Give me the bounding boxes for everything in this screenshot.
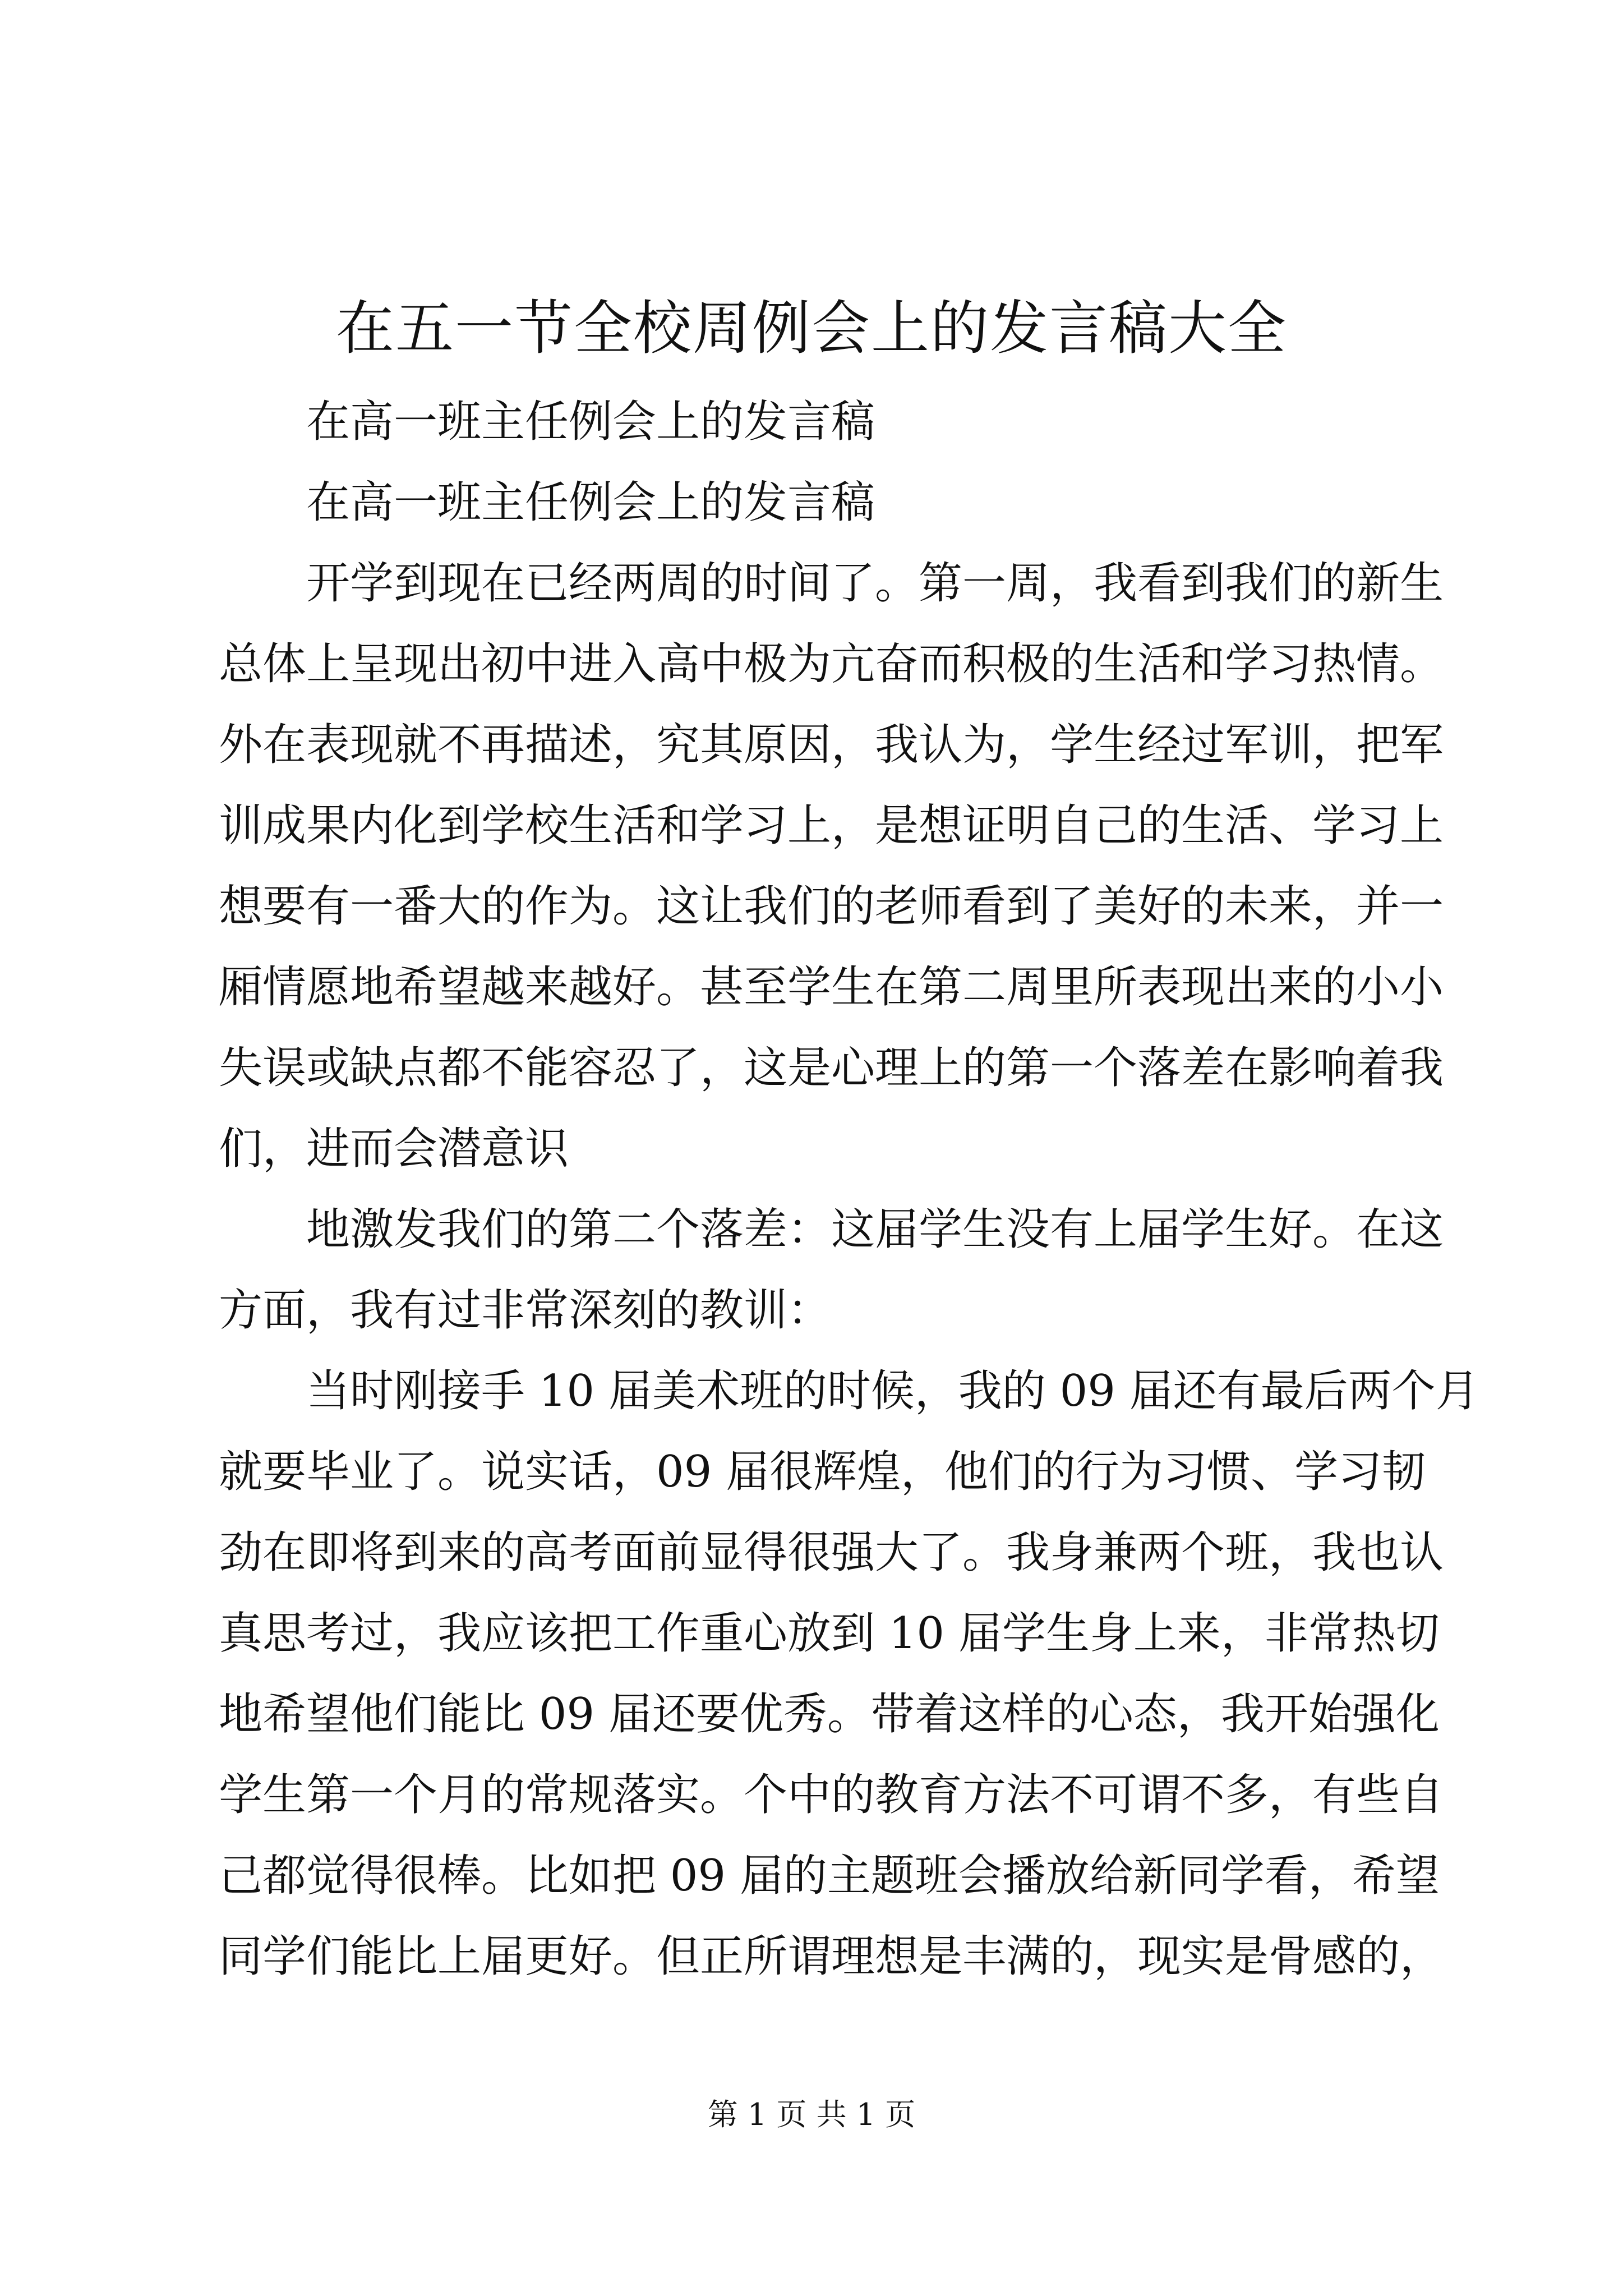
- document-title: 在五一节全校周例会上的发言稿大全: [335, 294, 1287, 362]
- paragraph-line: 地激发我们的第二个落差：这届学生没有上届学生好。在这: [306, 1204, 1444, 1255]
- document-body: [219, 381, 1479, 1997]
- paragraph-line: 己都觉得很棒。比如把 09 届的主题班会播放给新同学看，希望: [219, 1851, 1440, 1901]
- paragraph-line: 学生第一个月的常规落实。个中的教育方法不可谓不多，有些自: [219, 1770, 1444, 1820]
- paragraph-line: 想要有一番大的作为。这让我们的老师看到了美好的未来，并一: [219, 881, 1444, 932]
- paragraph-line: 方面，我有过非常深刻的教训：: [219, 1285, 832, 1336]
- page-footer: 第 1 页 共 1 页: [707, 2097, 916, 2132]
- paragraph-line: 失误或缺点都不能容忍了，这是心理上的第一个落差在影响着我: [219, 1043, 1444, 1093]
- paragraph-line: 当时刚接手 10 届美术班的时候，我的 09 届还有最后两个月: [306, 1366, 1479, 1416]
- subtitle-line: 在高一班主任例会上的发言稿: [306, 397, 875, 447]
- paragraph-line: 开学到现在已经两周的时间了。第一周，我看到我们的新生: [306, 558, 1444, 609]
- paragraph-line: 劲在即将到来的高考面前显得很强大了。我身兼两个班，我也认: [219, 1527, 1444, 1578]
- paragraph-line: 就要毕业了。说实话，09 届很辉煌，他们的行为习惯、学习韧: [219, 1447, 1426, 1497]
- paragraph-line: 真思考过，我应该把工作重心放到 10 届学生身上来，非常热切: [219, 1608, 1440, 1659]
- subtitle-line: 在高一班主任例会上的发言稿: [306, 477, 875, 528]
- paragraph-line: 外在表现就不再描述，究其原因，我认为，学生经过军训，把军: [219, 720, 1444, 770]
- paragraph-line: 训成果内化到学校生活和学习上，是想证明自己的生活、学习上: [219, 800, 1444, 851]
- paragraph-line: 总体上呈现出初中进入高中极为亢奋而积极的生活和学习热情。: [219, 639, 1444, 689]
- paragraph-line: 们，进而会潜意识: [219, 1124, 569, 1174]
- paragraph-line: 地希望他们能比 09 届还要优秀。带着这样的心态，我开始强化: [219, 1689, 1440, 1740]
- paragraph-line: 厢情愿地希望越来越好。甚至学生在第二周里所表现出来的小小: [219, 962, 1444, 1013]
- paragraph-line: 同学们能比上届更好。但正所谓理想是丰满的，现实是骨感的，: [219, 1931, 1444, 1982]
